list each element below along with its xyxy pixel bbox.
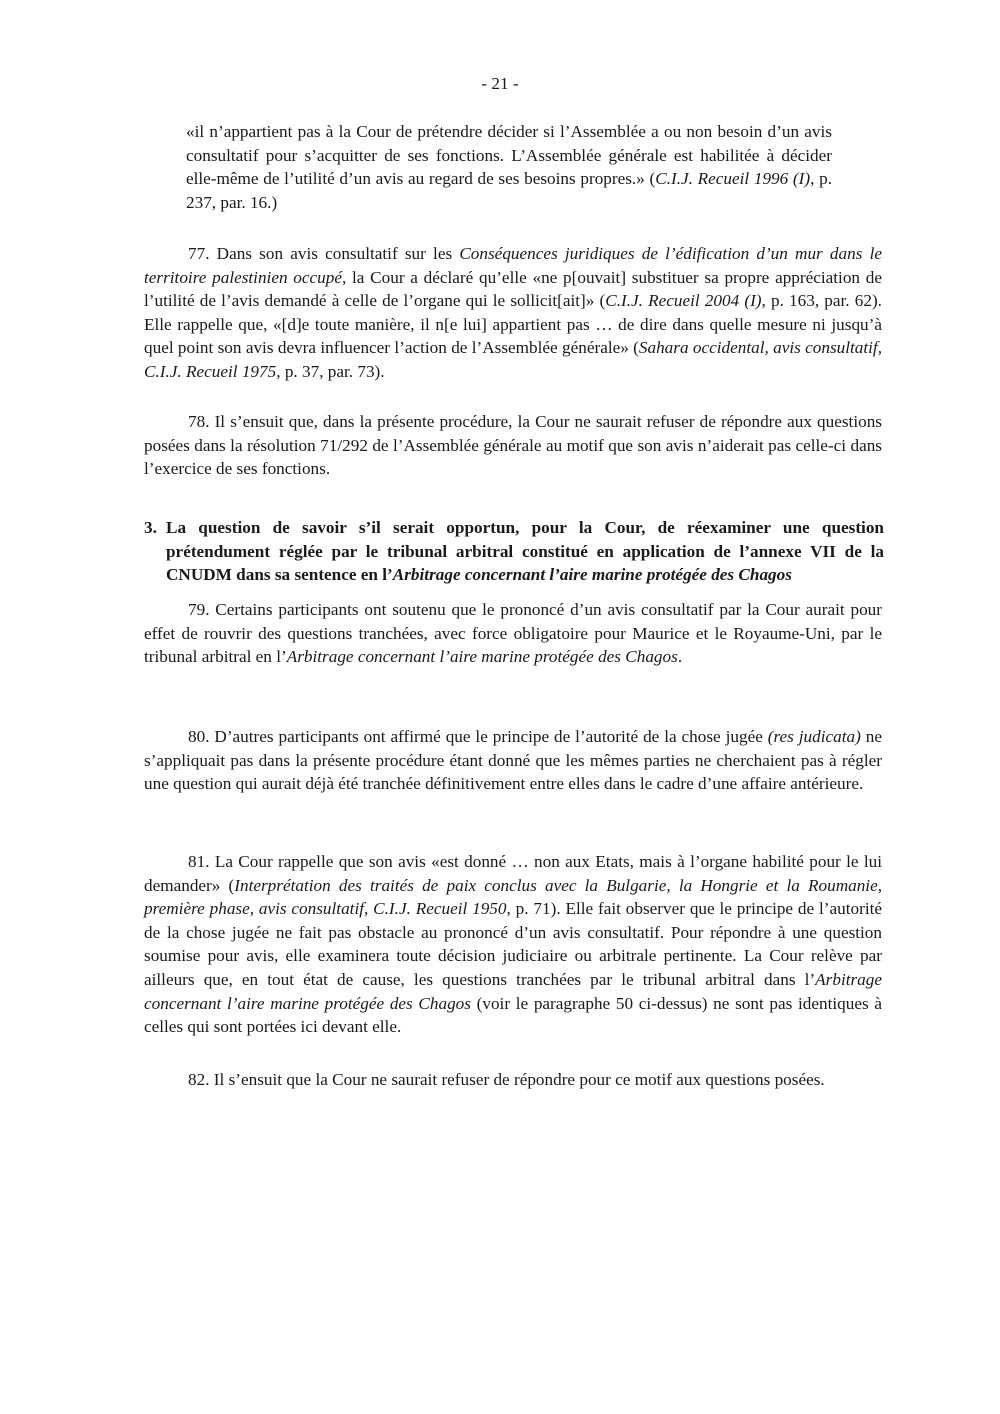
paragraph-82-text: 82. Il s’ensuit que la Cour ne saurait refuser de répondre pour ce motif aux questions posées.	[188, 1070, 825, 1089]
paragraph-79-text: 79. Certains participants ont soutenu que le prononcé d’un avis consultatif par la Cour aurait pour effet de rouvrir des questions tranchées, avec force obligatoire pour Maurice et le Royaume-Uni, par le tribunal arbitral en l’	[144, 600, 882, 667]
paragraph-77-citation: C.I.J. Recueil 2004 (I)	[605, 291, 762, 311]
paragraph-77-text: , la Cour a déclaré qu’elle «ne p[ouvait] substituer sa propre appréciation de l’utilité de l’avis demandé à celle de l’organe qui le sollicit[ait]» (	[144, 267, 882, 311]
quote-citation: C.I.J. Recueil 1996 (I)	[655, 169, 811, 189]
paragraph-81-text: (voir le paragraphe 50 ci-dessus) ne sont pas identiques à celles qui sont portées ici devant elle.	[144, 993, 882, 1037]
paragraph-81-case-title: Arbitrage concernant l’aire marine protégée des Chagos	[144, 969, 882, 1013]
paragraph-79	[144, 598, 882, 669]
paragraph-79-case-title: Arbitrage concernant l’aire marine protégée des Chagos	[286, 647, 678, 667]
paragraph-78-text: 78. Il s’ensuit que, dans la présente procédure, la Cour ne saurait refuser de répondre aux questions posées dans la résolution 71/292 de l’Assemblée générale au motif que son avis n’aiderait pas celle-ci dans l’exercice de ses fonctions.	[144, 412, 882, 479]
paragraph-81-text: 81. La Cour rappelle que son avis «est donné … non aux Etats, mais à l’organe habilité pour le lui demander» (	[144, 852, 882, 895]
section-title	[166, 516, 884, 587]
paragraph-81-citation: Interprétation des traités de paix conclus avec la Bulgarie, la Hongrie et la Roumanie, première phase, avis consultatif, C.I.J. Recueil 1950	[144, 875, 882, 919]
paragraph-80-text: ne s’appliquait pas dans la présente procédure étant donné que les mêmes parties ne cherchaient pas à régler une question qui aurait déjà été tranchée définitivement entre elles dans le cadre d’une affaire antérieure.	[144, 727, 882, 794]
paragraph-80	[144, 725, 882, 796]
paragraph-82	[144, 1068, 882, 1092]
paragraph-77-citation: Sahara occidental, avis consultatif, C.I.J. Recueil 1975	[144, 338, 883, 381]
paragraph-77-text: 77. Dans son avis consultatif sur les	[188, 244, 460, 263]
paragraph-78	[144, 410, 882, 481]
quote-text: «il n’appartient pas à la Cour de prétendre décider si l’Assemblée a ou non besoin d’un avis consultatif pour s’acquitter de ses fonctions. L’Assemblée générale est habilitée à décider elle-même de l’utilité d’un avis au regard de ses besoins propres.» (	[186, 122, 832, 189]
paragraph-77-text: , p. 37, par. 73).	[276, 361, 385, 381]
paragraph-79-text: .	[677, 647, 683, 667]
section-title-text: La question de savoir s’il serait opportun, pour la Cour, de réexaminer une question prétendument réglée par le tribunal arbitral constitué en application de l’annexe VII de la CNUDM dans sa sentence en l’	[166, 518, 884, 585]
quote-text-end: , p. 237, par. 16.)	[186, 169, 832, 212]
paragraph-80-latin-term: (res judicata)	[767, 727, 861, 746]
page-number: - 21 -	[481, 74, 519, 93]
paragraph-81	[144, 850, 882, 1039]
quotation-block	[186, 120, 832, 214]
paragraph-77-text: , p. 163, par. 62). Elle rappelle que, «[d]e toute manière, il n[e lui] appartient pas … de dire dans quelle mesure ni jusqu’à quel point son avis devra influencer l’action de l’Assemblée générale» (	[144, 291, 882, 358]
section-title-case: Arbitrage concernant l’aire marine protégée des Chagos	[392, 565, 792, 585]
paragraph-81-text: , p. 71). Elle fait observer que le principe de l’autorité de la chose jugée ne fait pas obstacle au prononcé d’un avis consultatif. Pour répondre à une question soumise pour avis, elle examinera toute décision judiciaire ou arbitrale pertinente. La Cour relève par ailleurs que, en tout état de cause, les questions tranchées par le tribunal arbitral dans l’	[144, 899, 883, 989]
section-number: 3.	[144, 518, 157, 537]
paragraph-77	[144, 242, 882, 384]
paragraph-80-text: 80. D’autres participants ont affirmé que le principe de l’autorité de la chose jugée	[188, 727, 768, 746]
paragraph-77-case-title: Conséquences juridiques de l’édification d’un mur dans le territoire palestinien occupé	[144, 244, 882, 287]
section-heading	[144, 516, 884, 587]
